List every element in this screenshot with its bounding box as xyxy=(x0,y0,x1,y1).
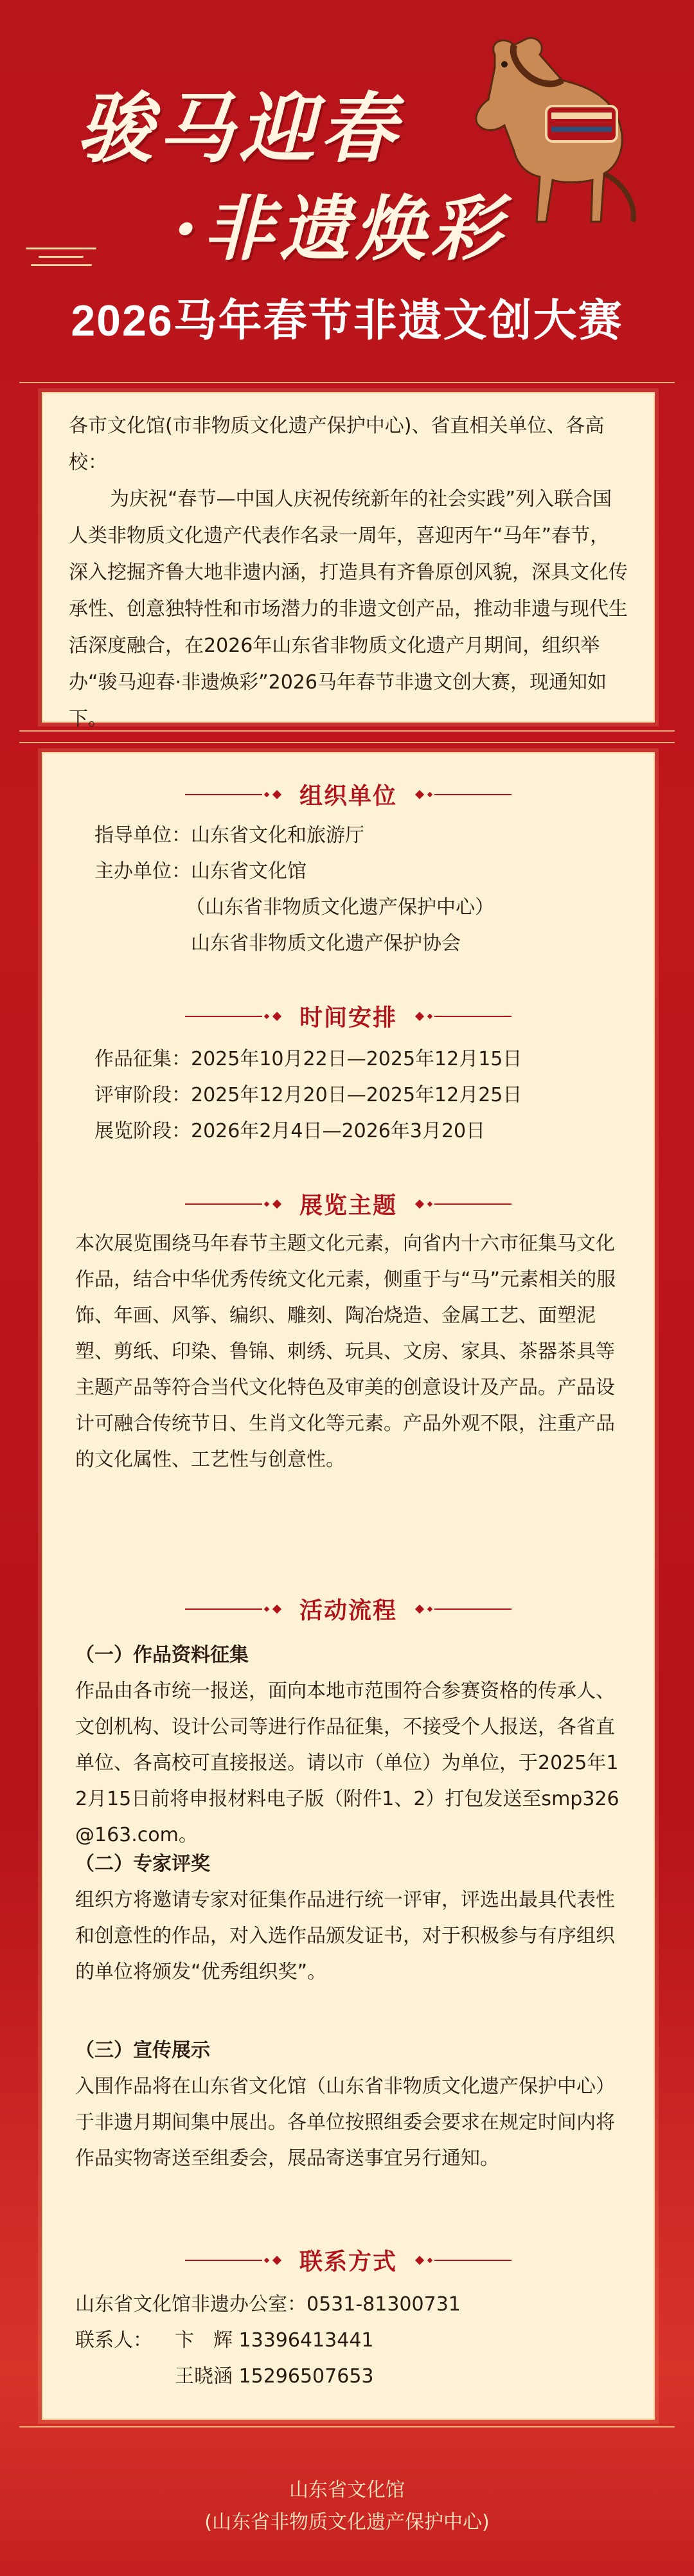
section-title-schedule: 时间安排 xyxy=(299,1005,397,1031)
section-header-org xyxy=(43,778,654,811)
ornament-left-icon xyxy=(185,791,283,798)
ornament-right-icon xyxy=(414,1201,512,1207)
org-host-label: 主办单位： xyxy=(94,860,191,883)
schedule-label-3: 展览阶段： xyxy=(94,1120,191,1142)
decorative-lines xyxy=(26,248,96,273)
section-title-process: 活动流程 xyxy=(299,1598,397,1624)
ornament-left-icon xyxy=(185,1201,283,1207)
process-step3-heading: （三）宣传展示 xyxy=(75,2039,210,2062)
schedule-value-2: 2025年12月20日—2025年12月25日 xyxy=(191,1084,522,1106)
contact-person-label: 联系人： xyxy=(75,2329,152,2352)
section-title-org: 组织单位 xyxy=(299,783,397,809)
process-step2-heading: （二）专家评奖 xyxy=(75,1853,210,1875)
hero-title-line1: 骏马迎春 xyxy=(77,84,402,173)
ornament-right-icon xyxy=(414,791,512,798)
intro-salutation: 各市文化馆(市非物质文化遗产保护中心)、省直相关单位、各高校： xyxy=(69,415,605,474)
schedule-value-3: 2026年2月4日—2026年3月20日 xyxy=(191,1120,486,1142)
schedule-label-2: 评审阶段： xyxy=(94,1084,191,1106)
process-step2-body: 组织方将邀请专家对征集作品进行统一评审，评选出最具代表性和创意性的作品，对入选作品颁发证书，对于积极参与有序组织的单位将颁发“优秀组织奖”。 xyxy=(75,1889,615,1983)
org-guide-value: 山东省文化和旅游厅 xyxy=(191,824,364,847)
hero-banner xyxy=(0,0,694,360)
section-header-contact xyxy=(43,2244,654,2276)
intro-body: 为庆祝“春节—中国人庆祝传统新年的社会实践”列入联合国人类非物质文化遗产代表作名录一周年，喜迎丙午“马年”春节，深入挖掘齐鲁大地非遗内涵，打造具有齐鲁原创风貌，深具文化传承性、创意独特性和市场潜力的非遗文创产品，推动非遗与现代生活深度融合，在2026年山东省非物质文化遗产月期间，组织举办“骏马迎春·非遗焕彩”2026马年春节非遗文创大赛，现通知如下。 xyxy=(69,488,628,730)
section-title-theme: 展览主题 xyxy=(299,1193,397,1219)
org-guide-label: 指导单位： xyxy=(94,824,191,847)
contact-office: 山东省文化馆非遗办公室：0531-81300731 xyxy=(75,2293,461,2316)
process-step3-body: 入围作品将在山东省文化馆（山东省非物质文化遗产保护中心）于非遗月期间集中展出。各单位按照组委会要求在规定时间内将作品实物寄送至组委会，展品寄送事宜另行通知。 xyxy=(75,2075,615,2170)
process-step1-heading: （一）作品资料征集 xyxy=(75,1644,249,1666)
contact-person-2: 王晓涵 15296507653 xyxy=(175,2365,374,2388)
section-header-process xyxy=(43,1592,654,1625)
theme-body: 本次展览围绕马年春节主题文化元素，向省内十六市征集马文化作品，结合中华优秀传统文化元素，侧重于与“马”元素相关的服饰、年画、风筝、编织、雕刻、陶冶烧造、金属工艺、面塑泥塑、剪纸、印染、鲁锦、刺绣、玩具、文房、家具、茶器茶具等主题产品等符合当代文化特色及审美的创意设计及产品。产品设计可融合传统节日、生肖文化等元素。产品外观不限，注重产品的文化属性、工艺性与创意性。 xyxy=(75,1232,616,1471)
ornament-left-icon xyxy=(185,1606,283,1612)
horse-illustration-icon xyxy=(450,29,643,241)
schedule-value-1: 2025年10月22日—2025年12月15日 xyxy=(191,1048,522,1070)
frame-line xyxy=(19,382,675,383)
contact-person-1: 卞 辉 13396413441 xyxy=(175,2329,374,2352)
process-step1-body: 作品由各市统一报送，面向本地市范围符合参赛资格的传承人、文创机构、设计公司等进行作品征集，不接受个人报送，各省直单位、各高校可直接报送。请以市（单位）为单位，于2025年12月15日前将申报材料电子版（附件1、2）打包发送至smp326@163.com。 xyxy=(75,1680,619,1846)
org-host-value2: （山东省非物质文化遗产保护中心） xyxy=(186,896,494,919)
hero-title-line2: ·非遗焕彩 xyxy=(174,187,507,270)
footer-org-subname: (山东省非物质文化遗产保护中心) xyxy=(204,2511,490,2534)
footer-org-name: 山东省文化馆 xyxy=(289,2479,405,2501)
frame-line xyxy=(19,2426,675,2427)
intro-panel xyxy=(42,392,655,730)
page-title: 2026马年春节非遗文创大赛 xyxy=(71,296,623,345)
org-host-value3: 山东省非物质文化遗产保护协会 xyxy=(191,932,461,955)
schedule-label-1: 作品征集： xyxy=(94,1048,191,1070)
ornament-right-icon xyxy=(414,1013,512,1020)
org-host-value1: 山东省文化馆 xyxy=(191,860,307,883)
ornament-right-icon xyxy=(414,2257,512,2264)
ornament-left-icon xyxy=(185,1013,283,1020)
section-title-contact: 联系方式 xyxy=(299,2249,397,2275)
section-header-theme xyxy=(43,1187,654,1220)
details-panel xyxy=(42,752,655,2420)
section-header-schedule xyxy=(43,1000,654,1032)
ornament-left-icon xyxy=(185,2257,283,2264)
ornament-right-icon xyxy=(414,1606,512,1612)
